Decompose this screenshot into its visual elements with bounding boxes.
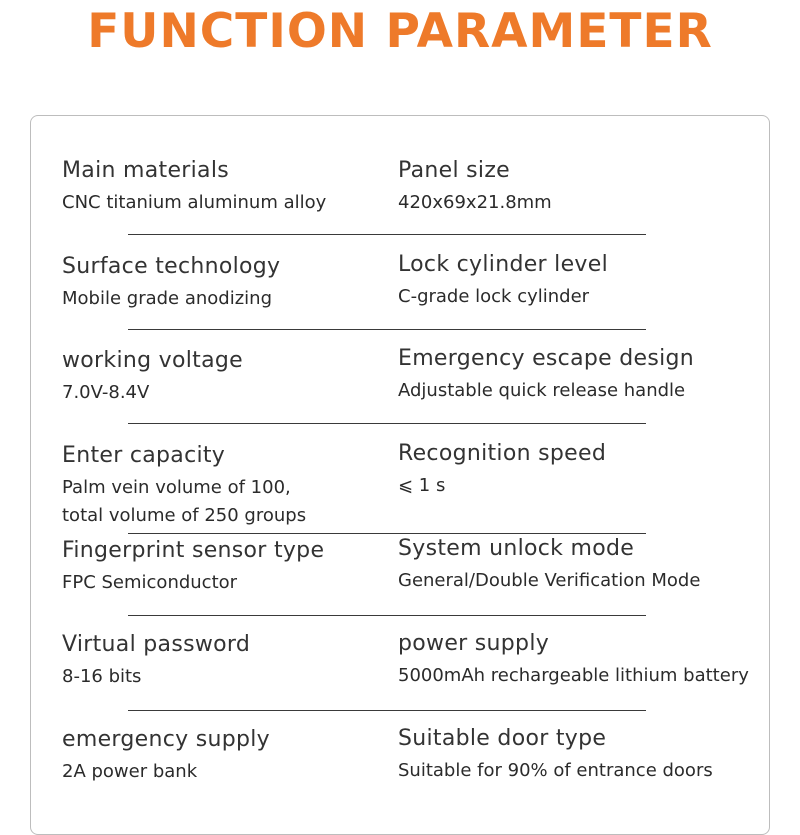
page-title: FUNCTION PARAMETER: [87, 4, 713, 59]
param-system-unlock-mode: [398, 536, 700, 595]
param-label: emergency supply: [62, 727, 270, 752]
row-divider: [128, 423, 646, 424]
param-value: Mobile grade anodizing: [62, 288, 273, 309]
param-label: Lock cylinder level: [398, 252, 608, 277]
param-value: 5000mAh rechargeable lithium battery: [398, 665, 749, 686]
row-divider: [128, 710, 646, 711]
row-divider: [128, 234, 646, 235]
param-emergency-escape-design: [398, 346, 694, 405]
param-enter-capacity: [62, 443, 306, 530]
param-value: CNC titanium aluminum alloy: [62, 192, 327, 213]
row-divider: [128, 329, 646, 330]
param-label: Fingerprint sensor type: [62, 538, 325, 563]
param-label: Surface technology: [62, 254, 281, 279]
param-label: Emergency escape design: [398, 346, 695, 371]
param-value: General/Double Verification Mode: [398, 570, 701, 591]
param-label: Recognition speed: [398, 441, 607, 466]
param-recognition-speed: [398, 441, 606, 500]
param-fingerprint-sensor-type: [62, 538, 324, 597]
param-label: Enter capacity: [62, 443, 226, 468]
param-value: 8-16 bits: [62, 666, 142, 687]
param-value: C-grade lock cylinder: [398, 286, 590, 307]
param-label: Main materials: [62, 158, 229, 183]
param-value: Adjustable quick release handle: [398, 380, 686, 401]
param-label: working voltage: [62, 348, 243, 373]
param-value: FPC Semiconductor: [62, 572, 238, 593]
param-lock-cylinder-level: [398, 252, 608, 311]
param-emergency-supply: [62, 727, 270, 786]
param-value: ⩽ 1 s: [398, 475, 446, 496]
param-label: Panel size: [398, 158, 511, 183]
param-working-voltage: [62, 348, 243, 407]
param-main-materials: [62, 158, 326, 217]
param-value: 7.0V-8.4V: [62, 382, 150, 403]
param-value: Suitable for 90% of entrance doors: [398, 760, 713, 781]
param-virtual-password: [62, 632, 250, 691]
row-divider: [128, 615, 646, 616]
param-label: System unlock mode: [398, 536, 635, 561]
param-label: Suitable door type: [398, 726, 607, 751]
param-suitable-door-type: [398, 726, 713, 785]
param-value-line-2: total volume of 250 groups: [62, 505, 307, 526]
param-label: Virtual password: [62, 632, 251, 657]
param-value: 2A power bank: [62, 761, 198, 782]
param-value: Palm vein volume of 100,: [62, 477, 291, 498]
row-divider: [128, 533, 646, 534]
param-label: power supply: [398, 631, 550, 656]
param-power-supply: [398, 631, 749, 690]
param-panel-size: [398, 158, 552, 217]
param-surface-technology: [62, 254, 280, 313]
param-value: 420x69x21.8mm: [398, 192, 552, 213]
